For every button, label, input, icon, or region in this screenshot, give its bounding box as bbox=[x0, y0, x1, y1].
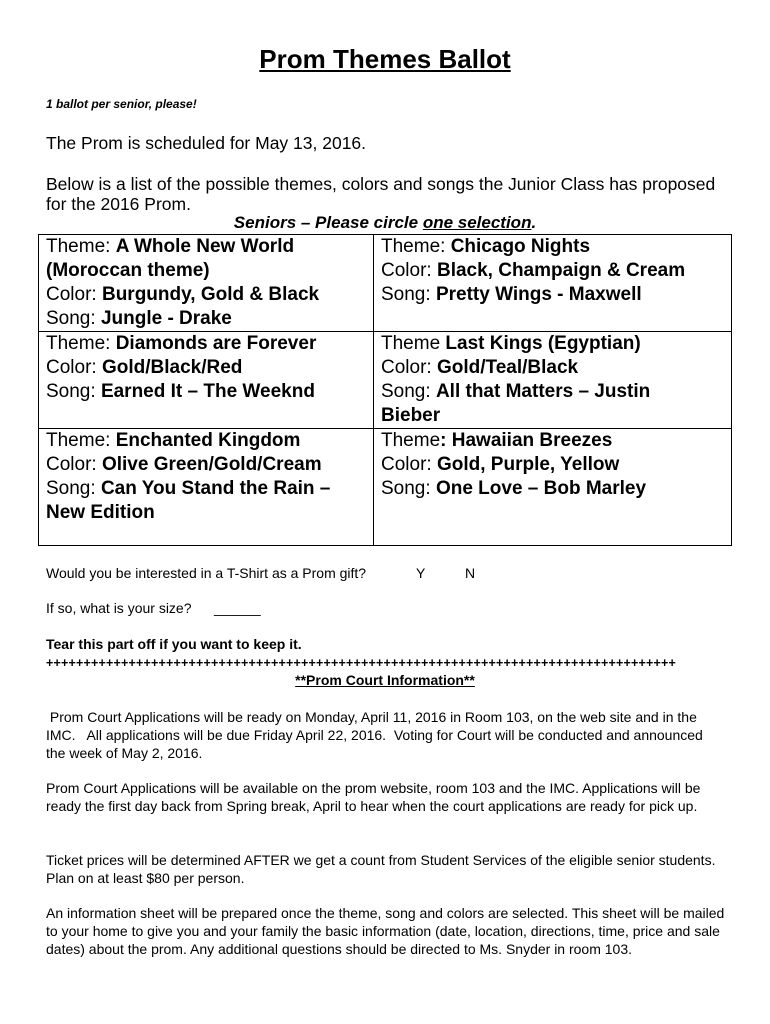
theme-option[interactable] bbox=[39, 235, 374, 332]
theme-field-label: Theme: bbox=[46, 430, 116, 451]
theme-field-label: Song: bbox=[46, 478, 101, 499]
theme-field-label: Song: bbox=[381, 478, 436, 499]
size-blank-field[interactable]: ______ bbox=[214, 600, 261, 616]
theme-field-value: Diamonds are Forever bbox=[115, 333, 317, 354]
theme-option-line bbox=[46, 501, 373, 525]
theme-field-label: Color: bbox=[46, 284, 102, 305]
tear-line: ++++++++++++++++++++++++++++++++++++++++++++++++++++++++++++++++++++++++++++++++++++ bbox=[46, 656, 676, 670]
theme-field-label: Color: bbox=[381, 260, 437, 281]
theme-field-value: Black, Champaign & Cream bbox=[436, 260, 686, 281]
theme-option[interactable] bbox=[374, 429, 732, 546]
theme-option-line bbox=[381, 453, 731, 477]
theme-option-line bbox=[46, 477, 373, 501]
theme-field-value: Jungle - Drake bbox=[100, 308, 232, 329]
instruction-underlined: one selection bbox=[422, 213, 532, 232]
theme-option[interactable] bbox=[374, 235, 732, 332]
tshirt-no-option[interactable]: N bbox=[465, 565, 476, 581]
theme-option-line bbox=[46, 259, 373, 283]
theme-option-line bbox=[381, 404, 731, 428]
theme-option[interactable] bbox=[39, 332, 374, 429]
theme-option-line bbox=[46, 283, 373, 307]
theme-field-label: Song: bbox=[381, 381, 436, 402]
theme-field-label: Song: bbox=[46, 308, 101, 329]
theme-field-label: Theme bbox=[381, 333, 446, 354]
theme-field-label: Color: bbox=[381, 454, 437, 475]
theme-field-value: Pretty Wings - Maxwell bbox=[435, 284, 642, 305]
ticket-paragraph: Ticket prices will be determined AFTER we get a count from Student Services of the eligible senior students. Plan on at least $80 per person. bbox=[46, 852, 716, 886]
intro-line-1: Below is a list of the possible themes, colors and songs the Junior Class has proposed bbox=[46, 174, 716, 194]
page-title: Prom Themes Ballot bbox=[259, 44, 511, 74]
theme-field-value: Can You Stand the Rain – bbox=[100, 478, 331, 499]
tear-off-note: Tear this part off if you want to keep it. bbox=[46, 636, 302, 652]
theme-field-value: Gold, Purple, Yellow bbox=[436, 454, 620, 475]
theme-option-line bbox=[46, 380, 373, 404]
theme-option-line bbox=[381, 429, 731, 453]
theme-field-value: New Edition bbox=[46, 502, 155, 523]
theme-field-value: Chicago Nights bbox=[450, 236, 591, 257]
theme-field-label: Color: bbox=[46, 357, 102, 378]
court-heading: **Prom Court Information** bbox=[295, 672, 475, 688]
theme-field-label: Theme bbox=[381, 430, 441, 451]
theme-field-value: Earned It – The Weeknd bbox=[100, 381, 315, 402]
theme-option-line bbox=[381, 283, 731, 307]
theme-field-label: Theme: bbox=[381, 236, 451, 257]
theme-field-value: All that Matters – Justin bbox=[435, 381, 651, 402]
theme-field-value: A Whole New World bbox=[115, 236, 295, 257]
theme-field-label: Color: bbox=[381, 357, 437, 378]
theme-field-value: One Love – Bob Marley bbox=[435, 478, 647, 499]
theme-field-value: Enchanted Kingdom bbox=[115, 430, 301, 451]
theme-option-line bbox=[46, 332, 373, 356]
schedule-text: The Prom is scheduled for May 13, 2016. bbox=[46, 133, 367, 153]
theme-option-line bbox=[46, 235, 373, 259]
info-sheet-paragraph: An information sheet will be prepared once the theme, song and colors are selected. This sheet will be mailed to your home to give you and your family the basic information (date, location, directions, time, price and sale dates) about the prom. Any additional questions should be directed to Ms. Snyder in room 103. bbox=[46, 905, 725, 957]
theme-option-line bbox=[46, 429, 373, 453]
theme-option-line bbox=[381, 477, 731, 501]
tshirt-question: Would you be interested in a T-Shirt as a Prom gift? bbox=[46, 565, 367, 581]
theme-option[interactable] bbox=[374, 332, 732, 429]
intro-line-2: for the 2016 Prom. bbox=[46, 194, 191, 214]
theme-field-label: Theme: bbox=[46, 236, 116, 257]
size-question: If so, what is your size? bbox=[46, 600, 192, 616]
theme-option-line bbox=[381, 356, 731, 380]
theme-field-label: Song: bbox=[381, 284, 436, 305]
theme-option-line bbox=[46, 356, 373, 380]
theme-option-line bbox=[381, 332, 731, 356]
themes-table bbox=[38, 234, 732, 546]
theme-field-value: Olive Green/Gold/Cream bbox=[101, 454, 322, 475]
theme-field-value: Gold/Black/Red bbox=[101, 357, 243, 378]
instruction bbox=[0, 213, 770, 233]
theme-field-value: (Moroccan theme) bbox=[46, 260, 210, 281]
instruction-prefix: Seniors – Please circle bbox=[233, 213, 423, 232]
theme-option-line bbox=[46, 307, 373, 331]
tshirt-yes-option[interactable]: Y bbox=[416, 565, 426, 581]
instruction-suffix: . bbox=[531, 213, 537, 232]
theme-option-line bbox=[46, 453, 373, 477]
ballot-note: 1 ballot per senior, please! bbox=[46, 97, 197, 111]
court-paragraph-1: Prom Court Applications will be ready on Monday, April 11, 2016 in Room 103, on the web site and in the IMC. All applications will be due Friday April 22, 2016. Voting for Court will be conducted and announced the week of May 2, 2016. bbox=[46, 709, 707, 761]
theme-field-value: : Hawaiian Breezes bbox=[440, 430, 613, 451]
theme-field-value: Bieber bbox=[381, 405, 441, 426]
theme-field-label: Theme: bbox=[46, 333, 116, 354]
court-paragraph-2: Prom Court Applications will be available on the prom website, room 103 and the IMC. Applications will be ready the first day back from Spring break, April to hear when the court applications are ready for pick up. bbox=[46, 780, 701, 814]
theme-field-label: Song: bbox=[46, 381, 101, 402]
theme-option[interactable] bbox=[39, 429, 374, 546]
theme-field-value: Gold/Teal/Black bbox=[436, 357, 579, 378]
theme-field-value: Burgundy, Gold & Black bbox=[101, 284, 320, 305]
theme-option-line bbox=[381, 259, 731, 283]
theme-field-label: Color: bbox=[46, 454, 102, 475]
theme-option-line bbox=[381, 380, 731, 404]
theme-field-value: Last Kings (Egyptian) bbox=[445, 333, 641, 354]
theme-option-line bbox=[381, 235, 731, 259]
